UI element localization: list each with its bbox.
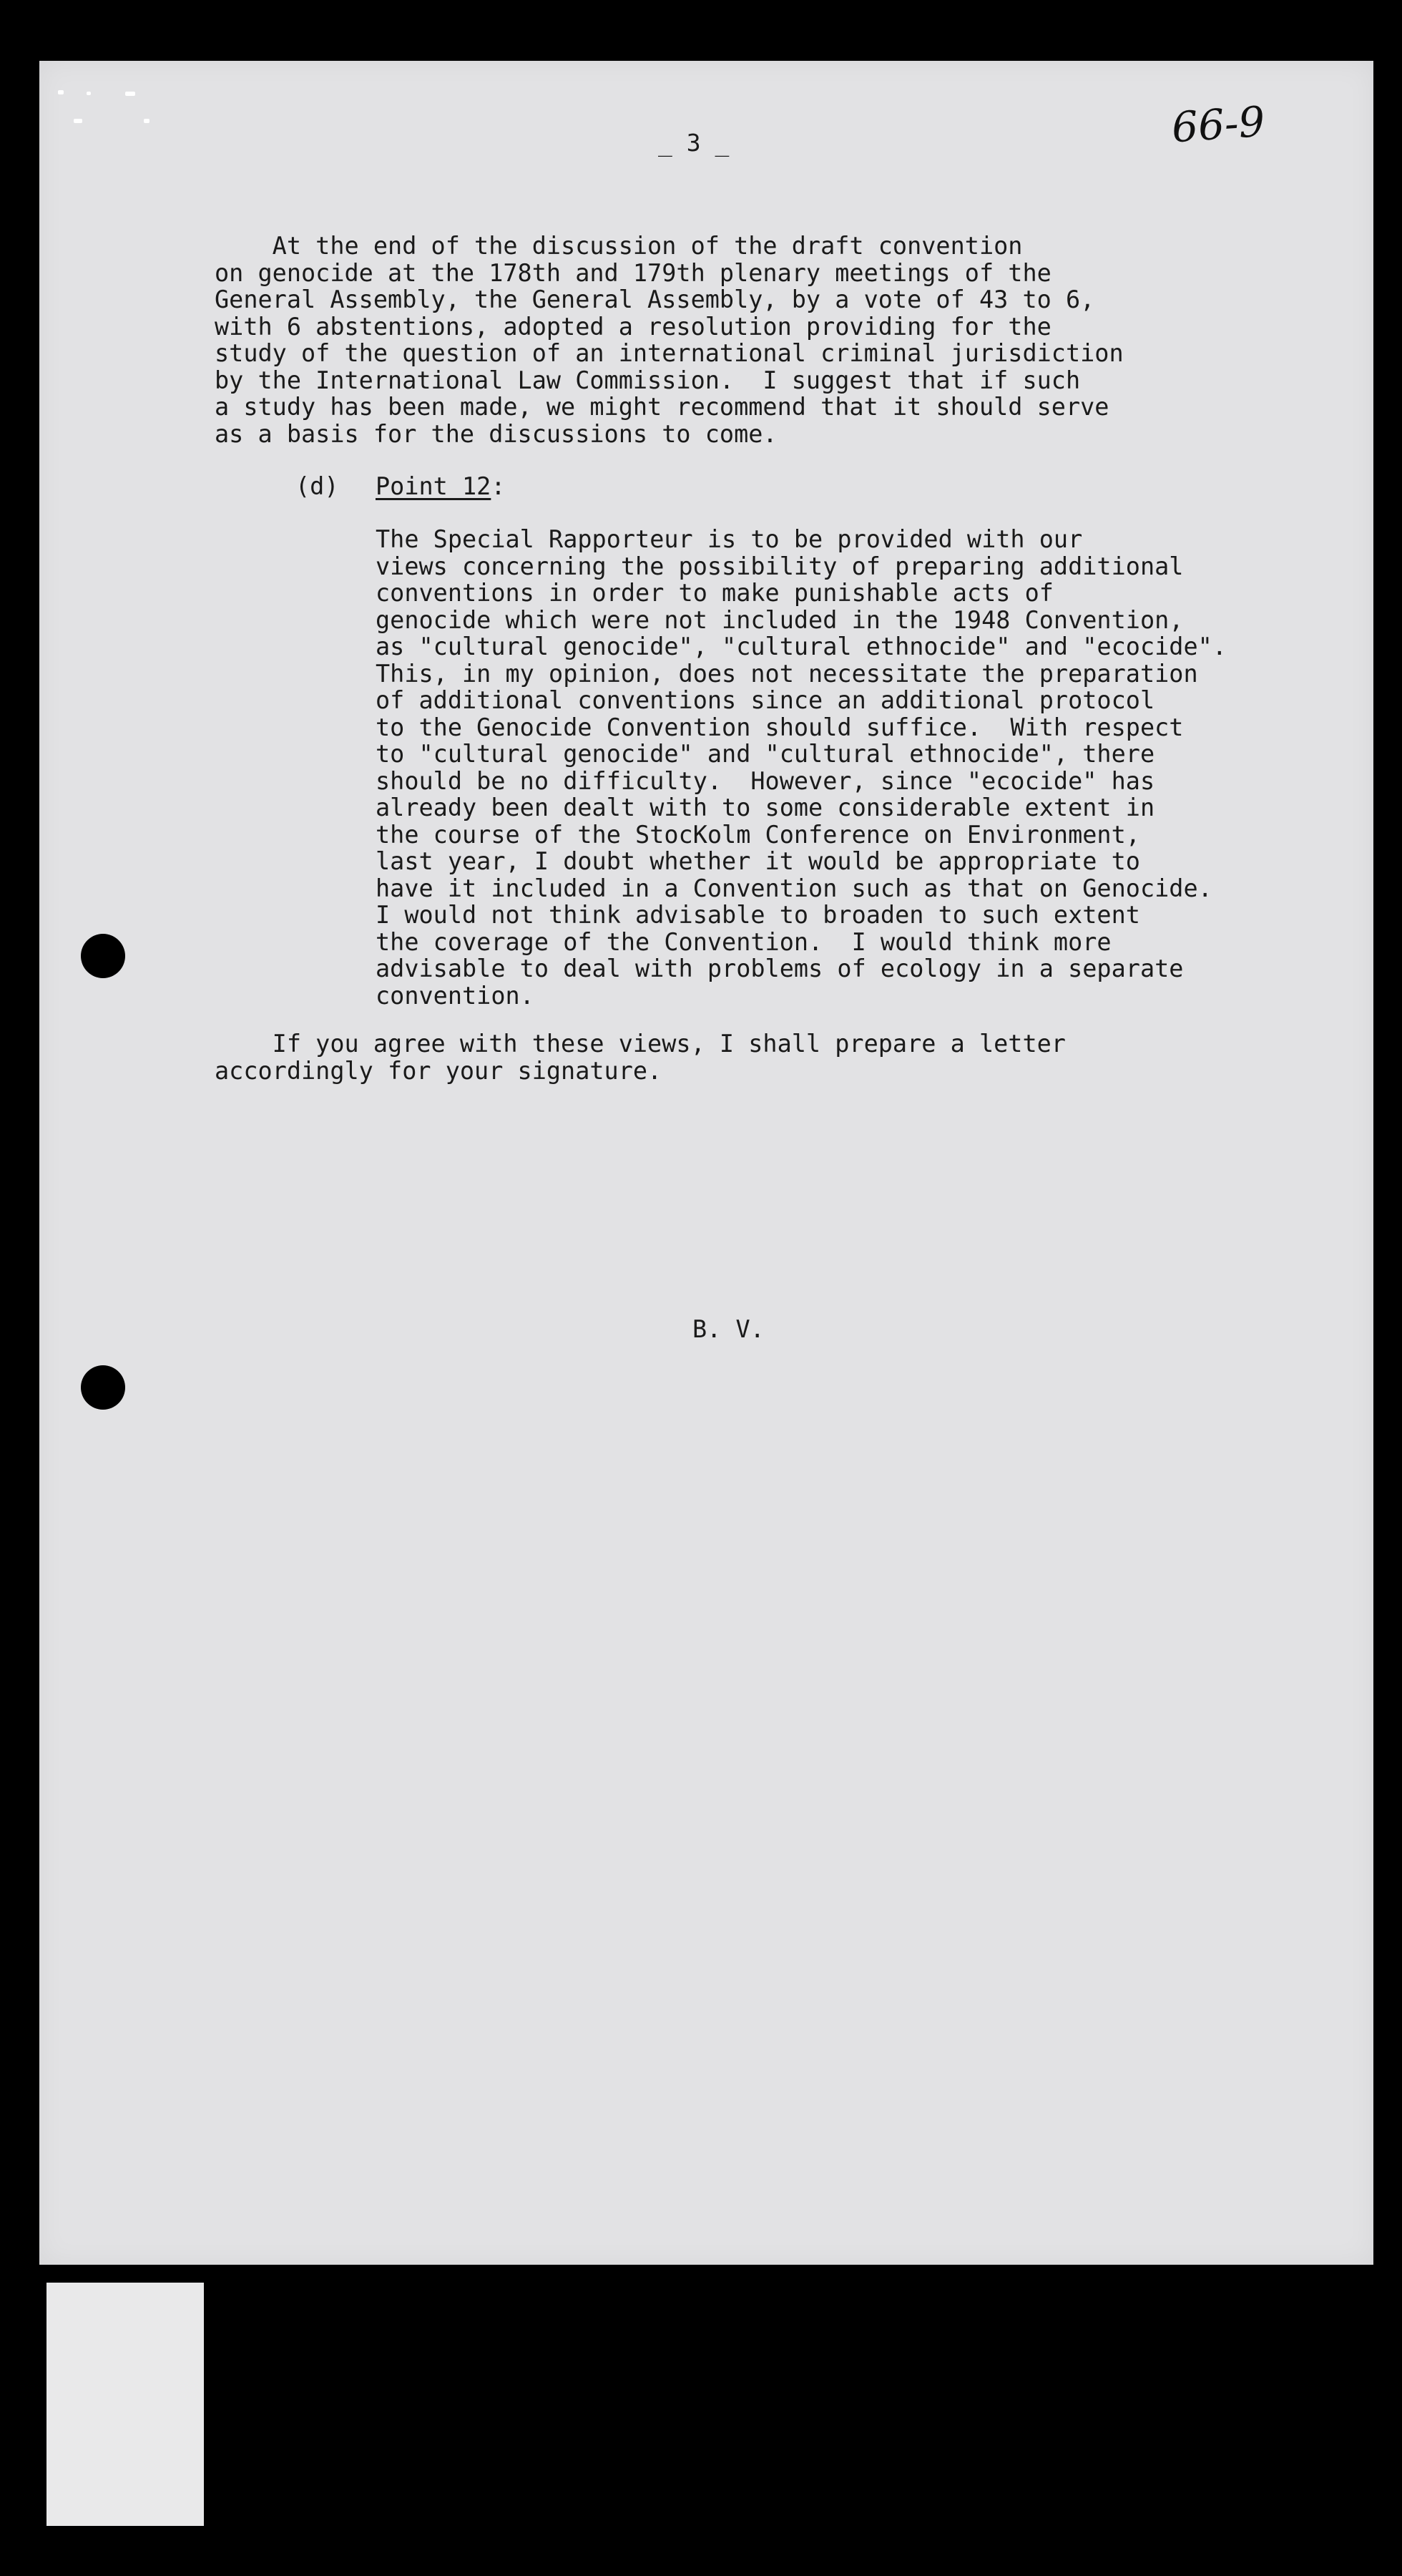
text-line: If you agree with these views, I shall prepare a letter [215, 1030, 1066, 1058]
text-line: General Assembly, the General Assembly, by a vote of 43 to 6, [215, 286, 1095, 313]
paragraph-point-12 [376, 526, 1227, 1009]
text-line: last year, I doubt whether it would be appropriate to [376, 847, 1140, 875]
handwritten-reference: 66-9 [1170, 97, 1267, 152]
text-line: The Special Rapporteur is to be provided with our [376, 525, 1083, 553]
text-line: should be no difficulty. However, since "ecocide" has [376, 766, 1155, 795]
binder-hole-bottom [81, 1365, 125, 1410]
text-line: convention. [376, 981, 534, 1010]
corner-marks [54, 86, 161, 143]
text-line: the course of the StocKolm Conference on Environment, [376, 820, 1140, 849]
text-line: of additional conventions since an additional protocol [376, 686, 1155, 714]
text-line: already been dealt with to some considerable extent in [376, 794, 1155, 821]
text-line: This, in my opinion, does not necessitate the preparation [376, 659, 1198, 688]
text-line: to the Genocide Convention should suffice. With respect [376, 713, 1184, 741]
paragraph-closing [215, 1030, 1066, 1084]
text-line: on genocide at the 178th and 179th plenary meetings of the [215, 258, 1052, 287]
text-line: views concerning the possibility of preparing additional [376, 552, 1184, 580]
item-title-colon: : [491, 472, 506, 500]
item-title: Point 12 [376, 472, 491, 500]
paragraph-genocide-resolution [215, 233, 1124, 447]
text-line: to "cultural genocide" and "cultural ethnocide", there [376, 740, 1155, 768]
text-line: accordingly for your signature. [215, 1056, 662, 1085]
text-line: I would not think advisable to broaden to such extent [376, 901, 1140, 929]
text-line: as a basis for the discussions to come. [215, 419, 778, 448]
archive-tab-strip [46, 2283, 204, 2526]
signature-initials: B. V. [692, 1315, 765, 1343]
text-line: genocide which were not included in the 1948 Convention, [376, 605, 1184, 634]
text-line: by the International Law Commission. I suggest that if such [215, 366, 1081, 394]
item-heading [376, 472, 506, 500]
text-line: with 6 abstentions, adopted a resolution providing for the [215, 312, 1052, 341]
text-line: as "cultural genocide", "cultural ethnocide" and "ecocide". [376, 633, 1227, 660]
text-line: a study has been made, we might recommend that it should serve [215, 393, 1109, 421]
text-line: conventions in order to make punishable acts of [376, 579, 1054, 607]
item-label: (d) [295, 472, 339, 500]
text-line: At the end of the discussion of the draft convention [215, 232, 1023, 260]
text-line: advisable to deal with problems of ecology in a separate [376, 955, 1184, 982]
text-line: study of the question of an international criminal jurisdiction [215, 339, 1124, 367]
page-number: _ 3 _ [658, 129, 730, 157]
text-line: the coverage of the Convention. I would think more [376, 927, 1112, 956]
text-line: have it included in a Convention such as that on Genocide. [376, 874, 1212, 902]
binder-hole-top [81, 934, 125, 978]
